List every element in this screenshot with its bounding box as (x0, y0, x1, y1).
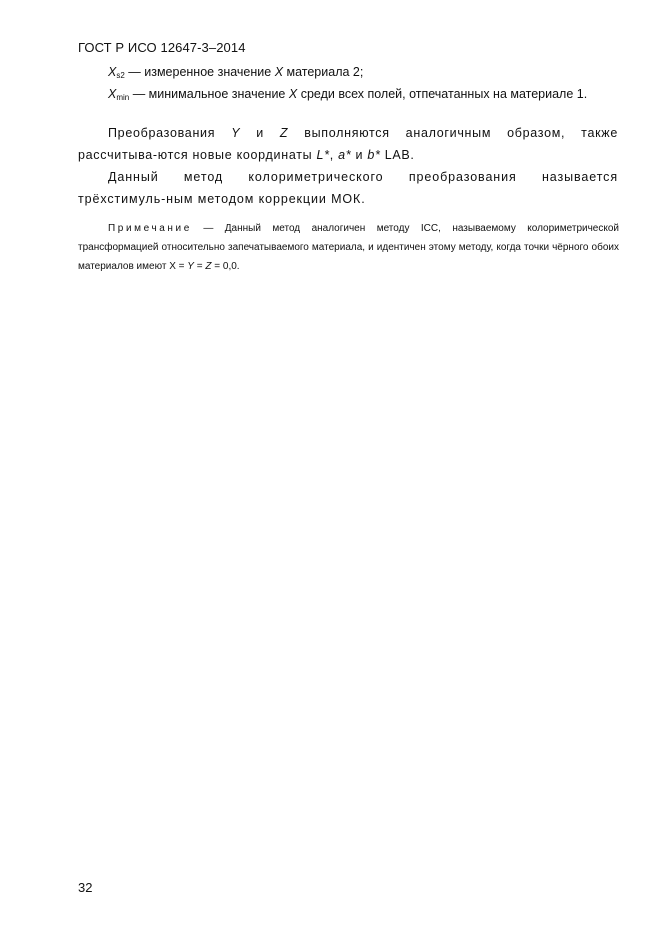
definition-xs2 (108, 65, 363, 80)
text-run: выполняются аналогичным образом, также рассчитыва-ются новые координаты (78, 126, 618, 162)
definition-tail: материала 2; (283, 65, 364, 79)
variable-z: Z (279, 126, 289, 140)
paragraph-method: Данный метод колориметрического преобразования называется трёхстимуль-ным методом коррекции МОК. (78, 170, 618, 206)
subscript: s2 (116, 71, 125, 80)
document-header: ГОСТ Р ИСО 12647-3–2014 (78, 40, 246, 55)
definition-text: — измеренное значение (124, 65, 275, 79)
variable-z: Z (205, 261, 212, 272)
variable: X (288, 87, 298, 101)
text-run: и (351, 148, 368, 162)
variable: X (274, 65, 284, 79)
definition-text: — минимальное значение (129, 87, 289, 101)
symbol: X (108, 87, 117, 101)
text-run: Преобразования (108, 126, 232, 140)
text-run: LAB. (380, 148, 415, 162)
definition-xmin (108, 87, 587, 102)
definition-tail: среди всех полей, отпечатанных на материале 1. (297, 87, 588, 101)
text-run: , (329, 148, 339, 162)
variable-a: a* (338, 148, 352, 162)
variable-y: Y (231, 126, 241, 140)
paragraph-transformations (78, 122, 618, 166)
note-label: Примечание (108, 223, 192, 234)
note-text: = (193, 261, 206, 272)
symbol: X (108, 65, 117, 79)
variable-y: Y (187, 261, 194, 272)
note (78, 219, 619, 276)
note-text: — Данный метод аналогичен методу ICC, называемому колориметрической трансформацией относительно запечатываемого материала, и идентичен этому методу, когда точки чёрного обоих материалов имеют X = (78, 223, 619, 272)
variable-l: L* (316, 148, 330, 162)
subscript: min (116, 93, 130, 102)
text-run: и (240, 126, 280, 140)
variable-b: b* (367, 148, 381, 162)
page-number: 32 (78, 880, 93, 895)
note-text: = 0,0. (211, 261, 240, 272)
